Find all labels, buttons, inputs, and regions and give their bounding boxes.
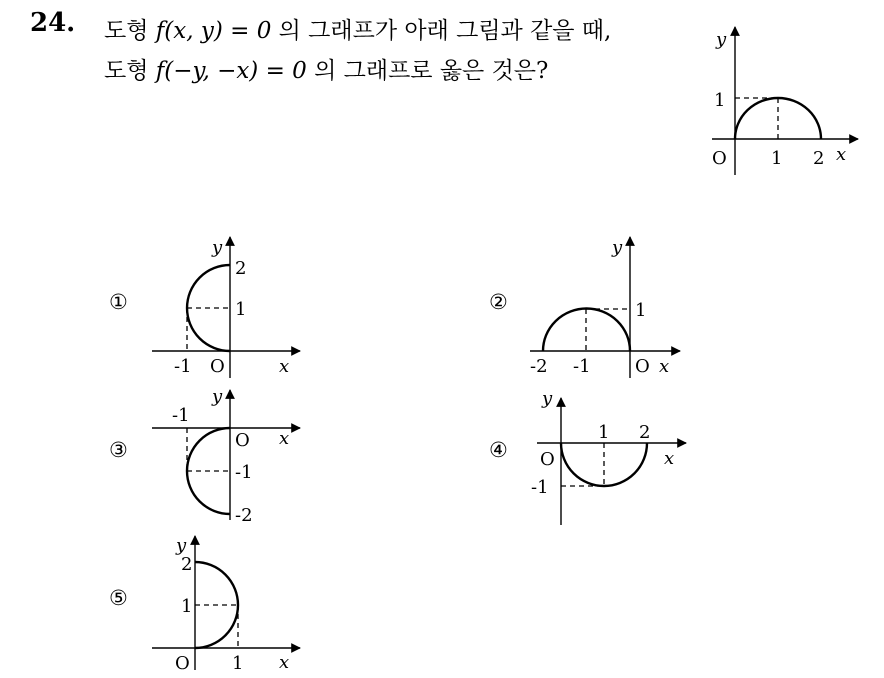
choice-5-x-label: x xyxy=(279,652,290,673)
choice-2-number[interactable]: ② xyxy=(489,290,508,314)
question-line-1-pre: 도형 xyxy=(104,18,156,44)
choice-3-label-a: -1 xyxy=(172,405,190,426)
choice-2-label-b: -1 xyxy=(573,356,591,377)
choice-1-x-label: x xyxy=(279,356,290,377)
choice-5-number[interactable]: ⑤ xyxy=(109,586,128,610)
choice-1-y-label: y xyxy=(212,237,223,258)
choice-5-label-c: 2 xyxy=(181,554,193,575)
choice-2-origin: O xyxy=(635,356,650,377)
choice-5-label-b: 1 xyxy=(181,596,193,617)
choice-4-x-label: x xyxy=(664,448,675,469)
question-line-1-post: 의 그래프가 아래 그림과 같을 때, xyxy=(271,18,612,44)
choice-2-y-label: y xyxy=(612,237,623,258)
choice-5-origin: O xyxy=(175,653,190,674)
given-origin: O xyxy=(712,148,727,169)
question-line-2-math: f(−y, −x) = 0 xyxy=(155,58,307,84)
choice-2-label-c: 1 xyxy=(635,300,647,321)
choice-2-x-label: x xyxy=(659,356,670,377)
choice-4-y-label: y xyxy=(542,388,553,409)
given-tick-2: 2 xyxy=(813,148,825,169)
choice-1-label-c: 2 xyxy=(235,258,247,279)
choice-3-origin: O xyxy=(235,430,250,451)
question-line-2-pre: 도형 xyxy=(104,58,156,84)
choice-4-number[interactable]: ④ xyxy=(489,438,508,462)
question-number: 24. xyxy=(30,8,76,38)
given-x-label: x xyxy=(836,144,847,165)
choice-5-graph xyxy=(152,536,300,670)
choice-2-label-a: -2 xyxy=(530,356,548,377)
choice-5-label-a: 1 xyxy=(232,653,244,674)
question-line-2-post: 의 그래프로 옳은 것은? xyxy=(306,58,549,84)
given-tick-1: 1 xyxy=(771,148,783,169)
choice-4-label-b: 2 xyxy=(639,422,651,443)
choice-5-y-label: y xyxy=(176,535,187,556)
given-ytick-1: 1 xyxy=(714,90,726,111)
choice-4-origin: O xyxy=(540,449,555,470)
choice-1-label-a: -1 xyxy=(174,356,192,377)
given-y-label: y xyxy=(716,29,727,50)
choice-3-x-label: x xyxy=(279,428,290,449)
choice-2-graph xyxy=(530,237,680,378)
question-line-1-math: f(x, y) = 0 xyxy=(155,18,272,44)
choice-4-label-a: 1 xyxy=(598,422,610,443)
choice-1-number[interactable]: ① xyxy=(109,290,128,314)
choice-3-label-b: -1 xyxy=(235,462,253,483)
choice-3-number[interactable]: ③ xyxy=(109,438,128,462)
choice-1-origin: O xyxy=(210,356,225,377)
choice-4-label-c: -1 xyxy=(531,477,549,498)
choice-3-label-c: -2 xyxy=(235,505,253,526)
choice-3-y-label: y xyxy=(212,386,223,407)
choice-1-label-b: 1 xyxy=(235,299,247,320)
